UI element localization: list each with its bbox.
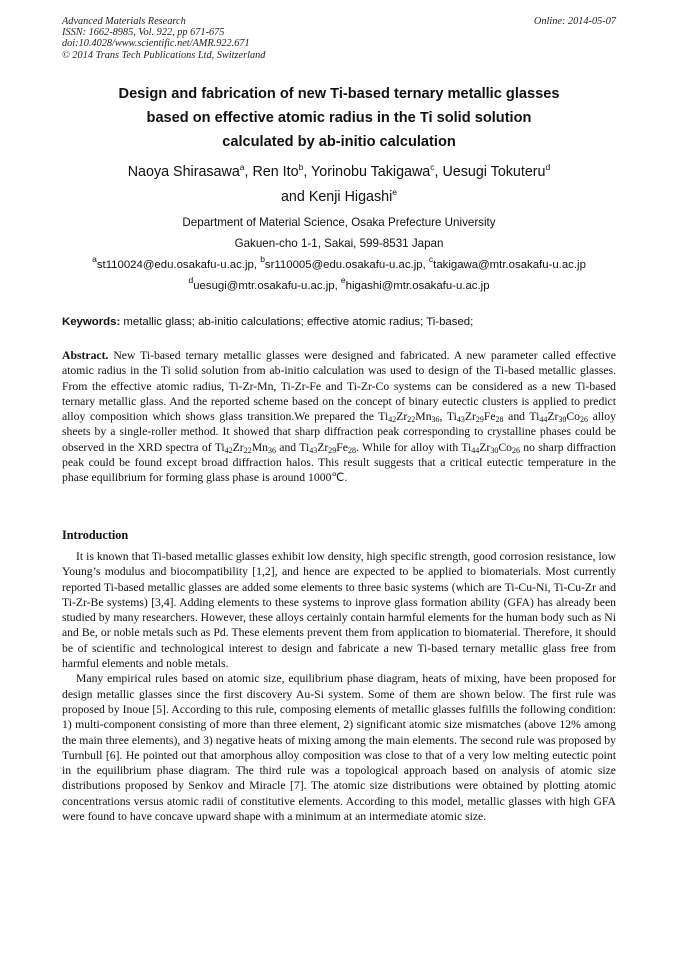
formula-subscript: 26 (580, 415, 589, 425)
email-link[interactable]: st110024@edu.osakafu-u.ac.jp (96, 259, 254, 271)
abstract-text: no sharp diffraction peak could be found except broad diffraction halos. This result suggests that a critical eutectic temperature in the phase equilibrium for forming glass phase is around 1000℃. (62, 440, 616, 485)
title-line-3: calculated by ab-initio calculation (222, 134, 456, 150)
email-mark: d (188, 275, 194, 285)
affiliation (62, 212, 616, 254)
formula-subscript: 42 (388, 415, 397, 425)
section-heading: Introduction (62, 528, 129, 542)
formula-subscript: 36 (431, 415, 440, 425)
formula-subscript: 26 (511, 445, 520, 455)
email-list (40, 255, 638, 297)
keywords-text: metallic glass; ab-initio calculations; effective atomic radius; Ti-based; (120, 316, 474, 328)
abstract-text: and (503, 410, 530, 424)
address: Gakuen-cho 1-1, Sakai, 599-8531 Japan (234, 237, 444, 250)
formula-subscript: 43 (309, 445, 318, 455)
formula-subscript: 36 (267, 445, 276, 455)
author-name: Kenji Higashi (308, 189, 393, 205)
email-link[interactable]: takigawa@mtr.osakafu-u.ac.jp (433, 259, 586, 271)
issn-line: ISSN: 1662-8985, Vol. 922, pp 671-675 (62, 27, 225, 39)
email-link[interactable]: sr110005@edu.osakafu-u.ac.jp (264, 259, 423, 271)
author-name: Naoya Shirasawa (127, 164, 240, 180)
formula-element: Zr (317, 440, 329, 454)
department: Department of Material Science, Osaka Prefecture University (182, 216, 496, 229)
formula-subscript: 44 (471, 445, 480, 455)
alloy-formula (215, 441, 276, 454)
formula-element: Ti (299, 440, 310, 454)
alloy-formula (461, 441, 520, 454)
author-affil-mark: c (430, 162, 435, 172)
author-list (62, 160, 616, 210)
abstract-label: Abstract. (62, 349, 109, 362)
keywords-label: Keywords: (62, 316, 121, 328)
copyright-line: © 2014 Trans Tech Publications Ltd, Switzerland (62, 49, 266, 61)
formula-element: Ti (461, 440, 472, 454)
journal-name: Advanced Materials Research (62, 16, 186, 27)
alloy-formula (378, 410, 439, 423)
separator: , (434, 164, 443, 180)
formula-element: Fe (483, 410, 496, 424)
title-line-1: Design and fabrication of new Ti-based ternary metallic glasses (118, 86, 560, 102)
separator: , (334, 280, 341, 292)
abstract-text: . While for alloy with (355, 440, 462, 454)
formula-element: Zr (464, 410, 476, 424)
introduction-body (62, 549, 616, 824)
email-mark: e (340, 275, 346, 285)
separator: , (422, 259, 429, 271)
doi-line: doi:10.4028/www.scientific.net/AMR.922.671 (62, 38, 250, 50)
formula-element: Zr (396, 410, 408, 424)
formula-subscript: 29 (328, 445, 337, 455)
email-mark: b (260, 254, 265, 264)
abstract-text: New Ti-based ternary metallic glasses were designed and fabricated. A new parameter called effective atomic radius in the Ti solid solution from ab-initio calculation was used to design of the Ti-based metallic glasses. From the effective atomic radius, Ti-Zr-Mn, Ti-Zr-Fe and Ti-Zr-Co systems can be considered as a new Ti-based ternary metallic glass. And the reported scheme based on the concept of binary eutectic clusters is applied to predict alloy composition which shows glass transition.We prepared the (62, 349, 616, 424)
formula-element: Mn (415, 410, 432, 424)
email-link[interactable]: higashi@mtr.osakafu-u.ac.jp (345, 280, 490, 292)
formula-element: Ti (529, 410, 540, 424)
separator: , (253, 259, 261, 271)
paragraph: Many empirical rules based on atomic size, equilibrium phase diagram, heats of mixing, have been proposed for design metallic glasses since the first discovery Au-Si system. Some of them are shown below. The first rule was proposed by Inoue [5]. According to this rule, composing elements of metallic glasses fulfills the following condition: 1) multi-component consisting of more than three element, 2) significant atomic size mismatches (above 12% among the main three elements), and 3) negative heats of mixing among the main elements. The second rule was proposed by Turnbull [6]. He pointed out that amorphous alloy composition was close to that of a very low melting eutectic point in the equilibrium phase diagram. The third rule was a topological approach based on analysis of atomic size distributions proposed by Senkov and Miracle [7]. The atomic size distributions were obtained by plotting atomic concentrations versus atomic radii of constitutive elements. According to this model, metallic glasses with high GFA were found to have concave upward shape with a minimum at an intermediate atomic size. (62, 672, 616, 824)
abstract-text: alloy sheets by a single-roller method. It showed that sharp diffraction peak corresponding to crystalline phases could be observed in the XRD spectra of (62, 410, 616, 454)
author-affil-mark: a (239, 162, 245, 172)
alloy-formula (299, 441, 356, 454)
alloy-formula (529, 410, 588, 423)
formula-element: Zr (547, 410, 559, 424)
formula-subscript: 44 (539, 415, 548, 425)
formula-subscript: 29 (475, 415, 484, 425)
abstract (62, 348, 616, 486)
formula-element: Co (566, 410, 581, 424)
formula-element: Co (498, 440, 512, 454)
paper-title (62, 82, 616, 154)
alloy-formula (447, 410, 504, 423)
author-name: Uesugi Tokuteru (442, 164, 546, 180)
online-date: Online: 2014-05-07 (533, 16, 616, 27)
formula-element: Zr (232, 440, 244, 454)
formula-subscript: 42 (224, 445, 233, 455)
author-name: Yorinobu Takigawa (311, 164, 431, 180)
author-affil-mark: b (298, 162, 304, 172)
email-link[interactable]: uesugi@mtr.osakafu-u.ac.jp (193, 280, 335, 292)
formula-subscript: 43 (456, 415, 465, 425)
journal-header (62, 16, 265, 61)
formula-element: Ti (214, 440, 225, 454)
formula-element: Mn (251, 440, 268, 454)
separator: , (303, 164, 312, 180)
title-line-2: based on effective atomic radius in the Ti solid solution (146, 110, 532, 126)
keywords (62, 314, 618, 330)
abstract-text: , (439, 410, 447, 424)
author-affil-mark: e (392, 187, 397, 197)
formula-subscript: 30 (490, 445, 499, 455)
formula-element: Zr (479, 440, 491, 454)
formula-element: Fe (336, 440, 348, 454)
formula-subscript: 22 (243, 445, 252, 455)
formula-subscript: 22 (407, 415, 416, 425)
formula-element: Ti (446, 410, 457, 424)
author-and: and (280, 189, 309, 205)
paragraph: It is known that Ti-based metallic glasses exhibit low density, high specific strength, good corrosion resistance, low Young’s modulus and biocompatibility [1,2], and hence are expected to be applied to biomaterials. Most currently reported Ti-based metallic glasses are added some elements to three basic systems (which are Ti-Cu-Ni, Ti-Cu-Zr and Ti-Zr-Be systems) [3,4]. Adding elements to these systems to inprove glass formation ability (GFA) has already been studied by many researchers. However, these alloys certainly contain harmful elements for the human body such as Ni and Be, or noble metals such as Pd. These elements prevent them from application to biomaterial. Therefore, it should be of scientific and technological interest to design and fabricate a new Ti-based ternary metallic glass free from harmful elements and noble metals. (62, 550, 616, 671)
formula-subscript: 30 (558, 415, 567, 425)
email-mark: c (428, 254, 434, 264)
separator: , (244, 164, 253, 180)
formula-subscript: 28 (495, 415, 504, 425)
email-mark: a (92, 254, 97, 264)
author-name: Ren Ito (252, 164, 299, 180)
author-affil-mark: d (545, 162, 551, 172)
abstract-text: and (275, 440, 300, 454)
formula-subscript: 28 (347, 445, 356, 455)
formula-element: Ti (378, 410, 389, 424)
